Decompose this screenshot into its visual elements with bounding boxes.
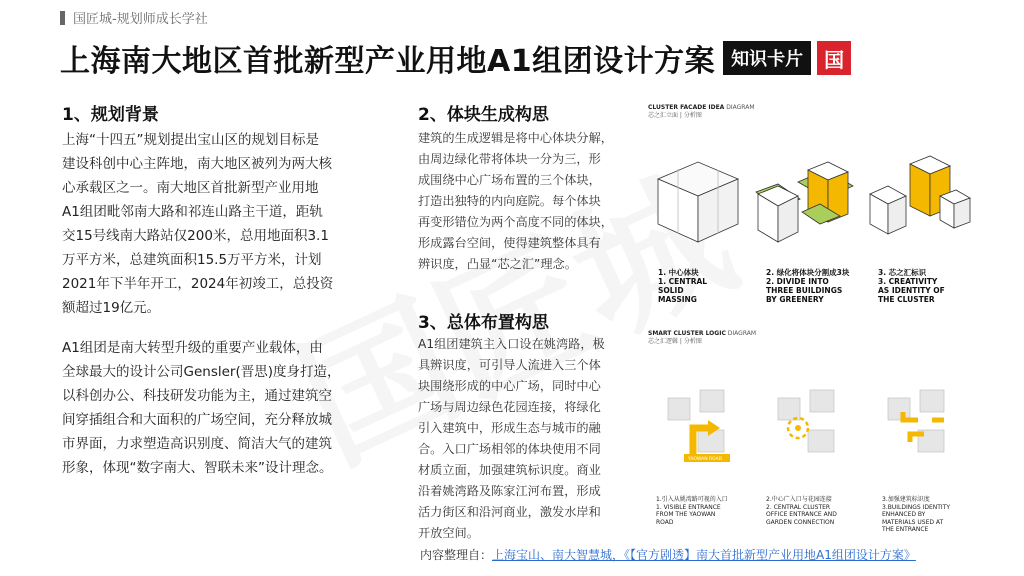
- brand-line: [60, 8, 208, 27]
- diagram2-title-en2: DIAGRAM: [727, 330, 757, 337]
- diagram2-step2-en-3: GARDEN CONNECTION: [766, 518, 835, 526]
- diagram2-step3-en-1: 3.BUILDINGS IDENTITY: [882, 503, 951, 511]
- diagram2-title-en: SMART CLUSTER LOGIC: [648, 330, 726, 337]
- section2-paragraph: [418, 128, 630, 275]
- section1-p2-line: 形象，体现“数字南大、智联未来”设计理念。: [62, 460, 333, 476]
- title-row: [60, 36, 972, 80]
- diagram1-header: [648, 104, 978, 120]
- section3-line: 材质立面，加强建筑标识度。商业: [418, 463, 601, 477]
- section1-p1-line: 交15号线南大路站仅200米，总用地面积3.1: [62, 228, 329, 244]
- source-label: 内容整理自：: [420, 548, 493, 562]
- diagram1-step1-en-2: SOLID: [658, 286, 684, 295]
- diagram1-step2-en-2: THREE BUILDINGS: [766, 286, 843, 295]
- diagram2-step3-label: [882, 496, 950, 534]
- section3-line: 块围绕形成的中心广场，同时中心: [418, 379, 601, 393]
- section2-line: 再变形错位为两个高度不同的体块，: [418, 215, 613, 229]
- diagram2-step3-en-3: MATERIALS USED AT: [882, 518, 944, 526]
- diagram1-step3-en-3: THE CLUSTER: [878, 295, 935, 304]
- diagram2-step2-en-1: 2. CENTRAL CLUSTER: [766, 503, 831, 511]
- section1-p1-line: A1组团毗邻南大路和祁连山路主干道，距轨: [62, 204, 323, 220]
- diagram2-step1-en-2: FROM THE YAOWAN: [656, 511, 716, 518]
- massing-svg: [648, 124, 978, 254]
- massing-diagram: [648, 104, 978, 304]
- diagram1-step1-zh: 1. 中心体块: [658, 268, 699, 277]
- section1-p1-line: 心承载区之一。南大地区首批新型产业用地: [62, 180, 319, 196]
- diagram1-step1-label: [658, 268, 707, 304]
- source-footer: [420, 546, 916, 563]
- section2-line: 打造出独特的内向庭院。每个体块: [418, 194, 601, 208]
- section1-paragraph-2: [62, 336, 382, 480]
- diagram2-title-zh: 芯之汇逻辑 | 分析图: [648, 338, 702, 345]
- diagram1-step1-en-1: 1. CENTRAL: [658, 277, 708, 286]
- section2-line: 辨识度，凸显“芯之汇”理念。: [418, 257, 577, 271]
- diagram1-title-en2: DIAGRAM: [726, 104, 755, 111]
- section3-line: 开放空间。: [418, 526, 479, 540]
- diagram1-step2-en-1: 2. DIVIDE INTO: [766, 277, 829, 286]
- section2-line: 形成露台空间，使得建筑整体具有: [418, 236, 601, 250]
- diagram1-step2-label: [766, 268, 849, 304]
- identity-massing-shape: [870, 156, 970, 234]
- layout-svg: [648, 350, 978, 490]
- entrance-plan-3: [888, 390, 944, 452]
- diagram1-step3-label: [878, 268, 945, 304]
- section2-line: 建筑的生成逻辑是将中心体块分解，: [418, 131, 613, 145]
- section3-heading: 3、总体布置构思: [418, 313, 549, 333]
- section3-line: 合。入口广场相邻的体块使用不同: [418, 442, 601, 456]
- diagram2-step1-en-3: ROAD: [656, 518, 674, 526]
- diagram2-step3-en-2: ENHANCED BY: [882, 511, 926, 518]
- diagram2-header: [648, 330, 978, 346]
- section1-paragraph-1: [62, 128, 382, 320]
- diagram2-step3-zh: 3.加强建筑标识度: [882, 496, 930, 503]
- section1-p2-line: 以科创办公、科技研发功能为主，通过建筑空: [62, 388, 332, 404]
- seal-logo: 国: [817, 41, 851, 75]
- diagram1-title-en: CLUSTER FACADE IDEA: [648, 104, 725, 111]
- section3-line: 广场与周边绿色花园连接，将绿化: [418, 400, 601, 414]
- section1-p2-line: 间穿插组合和大面积的广场空间，充分释放城: [62, 412, 332, 428]
- section1-p2-line: A1组团是南大转型升级的重要产业载体，由: [62, 340, 323, 356]
- diagram2-step2-en-2: OFFICE ENTRANCE AND: [766, 511, 837, 518]
- diagram1-title-zh: 芯之汇立面 | 分析图: [648, 112, 702, 119]
- diagram2-step1-en-1: 1. VISIBLE ENTRANCE: [656, 503, 721, 511]
- diagram2-step3-en-4: THE ENTRANCE: [882, 526, 929, 533]
- knowledge-card-badge: 知识卡片: [723, 41, 811, 75]
- section3-line: 活力街区和沿河商业，激发水岸和: [418, 505, 601, 519]
- section1-p1-line: 建设科创中心主阵地，南大地区被列为两大核: [62, 156, 332, 172]
- divided-massing-shape: [756, 162, 853, 242]
- section1-p1-line: 额超过19亿元。: [62, 300, 161, 316]
- road-label: YAOWAN ROAD: [688, 457, 723, 462]
- section3-line: 具辨识度，可引导人流进入三个体: [418, 358, 601, 372]
- section3-paragraph: [418, 334, 630, 544]
- diagram1-step1-en-3: MASSING: [658, 295, 697, 304]
- section3-line: 引入建筑中，形成生态与城市的融: [418, 421, 601, 435]
- diagram1-step3-en-1: 3. CREATIVITY: [878, 277, 938, 286]
- brand-bar: [60, 11, 65, 25]
- central-massing-shape: [658, 162, 738, 242]
- section2-line: 成围绕中心广场布置的三个体块，: [418, 173, 601, 187]
- section2-line: 由周边绿化带将体块一分为三，形: [418, 152, 601, 166]
- diagram1-step2-en-3: BY GREENERY: [766, 295, 824, 304]
- section3-line: A1组团建筑主入口设在姚湾路，极: [418, 337, 605, 351]
- diagram2-step1-zh: 1.引入从姚湾路可视的入口: [656, 496, 728, 503]
- diagram2-step1-label: [656, 496, 728, 526]
- layout-diagram: [648, 330, 978, 540]
- section2-heading: 2、体块生成构思: [418, 105, 549, 125]
- source-link[interactable]: 上海宝山、南大智慧城，《【官方剧透】南大首批新型产业用地A1组团设计方案》: [492, 548, 916, 562]
- diagram1-step3-zh: 3. 芯之汇标识: [878, 268, 927, 277]
- diagram1-step2-zh: 2. 绿化将体块分割成3块: [766, 268, 850, 277]
- page-title: 上海南大地区首批新型产业用地A1组团设计方案: [60, 44, 716, 79]
- section1-p2-line: 市界面，力求塑造高识别度、简洁大气的建筑: [62, 436, 332, 452]
- section3-line: 沿着姚湾路及陈家江河布置，形成: [418, 484, 601, 498]
- section1-p1-line: 2021年下半年开工，2024年初竣工，总投资: [62, 276, 334, 292]
- diagram1-step3-en-2: AS IDENTITY OF: [878, 286, 945, 295]
- diagram2-step2-label: [766, 496, 837, 526]
- brand-text: 国匠城-规划师成长学社: [73, 12, 208, 27]
- section1-p1-line: 万平方米，总建筑面积15.5万平方米，计划: [62, 252, 322, 268]
- section1-p1-line: 上海“十四五”规划提出宝山区的规划目标是: [62, 132, 319, 148]
- diagram2-step2-zh: 2.中心广入口与花园连接: [766, 496, 832, 503]
- entrance-plan-1: [668, 390, 730, 462]
- section1-p2-line: 全球最大的设计公司Gensler(晋思)度身打造，: [62, 364, 341, 380]
- section1-heading: 1、规划背景: [62, 105, 159, 125]
- entrance-plan-2: [778, 390, 834, 452]
